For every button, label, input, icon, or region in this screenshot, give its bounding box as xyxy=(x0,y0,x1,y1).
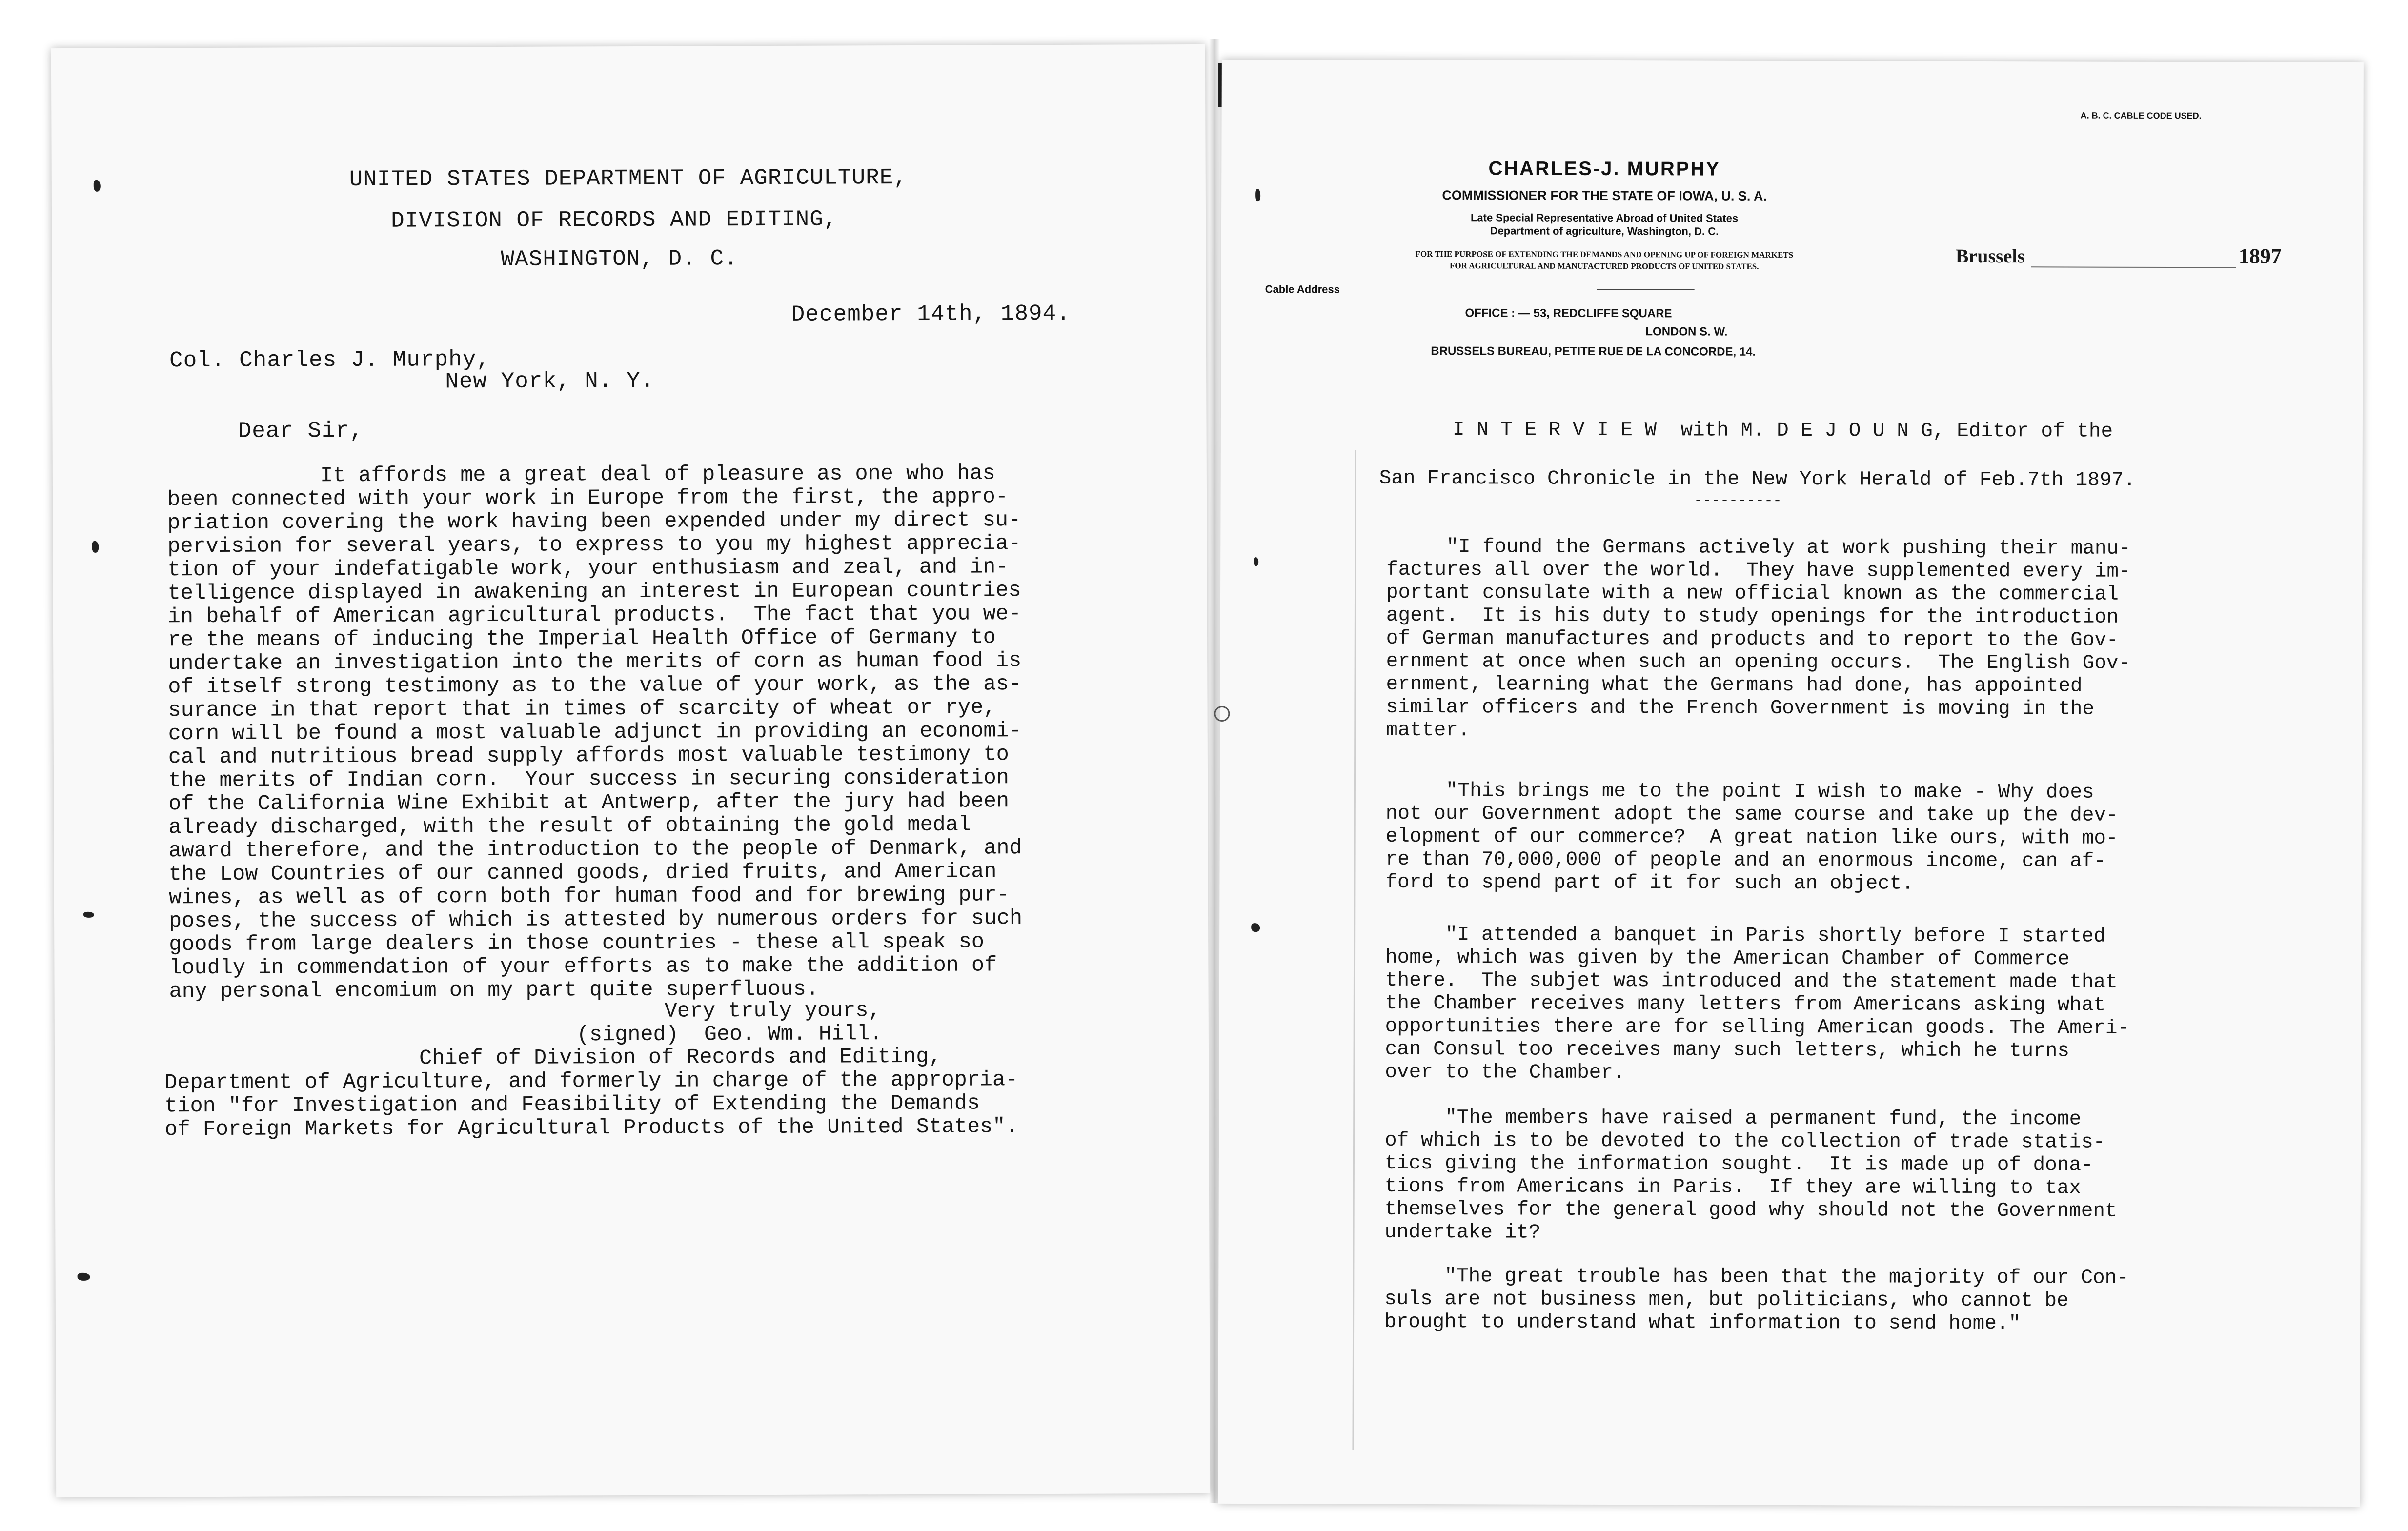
brussels-bureau-address: BRUSSELS BUREAU, PETITE RUE DE LA CONCORDE, 14. xyxy=(1431,344,1756,359)
punch-hole xyxy=(1214,706,1230,722)
left-letter-page xyxy=(51,44,1210,1497)
letter-signature: (signed) Geo. Wm. Hill. xyxy=(576,1022,883,1048)
interview-title-line1: I N T E R V I E W with M. D E J O U N G, Editor of the xyxy=(1452,419,2113,443)
cable-address-rule xyxy=(1597,289,1695,290)
dept-header-line2: DIVISION OF RECORDS AND EDITING, xyxy=(390,206,838,234)
letter-year: 1897 xyxy=(2238,244,2282,268)
interview-title-line2: San Francisco Chronicle in the New York Herald of Feb.7th 1897. xyxy=(1379,467,2136,492)
cable-code-note: A. B. C. CABLE CODE USED. xyxy=(2080,110,2202,121)
recipient-city: New York, N. Y. xyxy=(445,368,655,395)
letter-body: It affords me a great deal of pleasure as one who has been connected with your work in Europe from the first, the appro- priation covering the work having been expended under my direct su- pervision for several years, to express to you my highest apprecia- tion of your indefatigable work, your enthusiasm and zeal, and in- telligence displayed in awakening an interest in European countries in behalf of American agricultural products. The fact that you we- re the means of inducing the Imperial Health Office of Germany to undertake an investigation into the merits of corn as human food is of itself strong testimony as to the value of your work, as the as- surance in that report that in times of scarcity of wheat or rye, corn will be found a most valuable adjunct in providing an economi- cal and nutritious bread supply affords most valuable testimony to the merits of Indian corn. Your success in securing consideration of the California Wine Exhibit at Antwerp, after the jury had been already discharged, with the result of obtaining the gold medal award therefore, and the introduction to the people of Denmark, and the Low Countries of our canned goods, dried fruits, and American wines, as well as of corn both for human food and for brewing pur- poses, the success of which is attested by numerous orders for such goods from large dealers in those countries - these all speak so loudly in commendation of your efforts as to make the addition of any personal encomium on my part quite superfluous. xyxy=(167,462,1023,1004)
cable-address-label: Cable Address xyxy=(1265,283,1340,296)
interview-paragraph-3: "I attended a banquet in Paris shortly before I started home, which was given by the American Chamber of Commerce there. The subjet was introduced and the statement made that the Chamber receives many letters from Americans asking what opportunities there are for selling American goods. The Ameri- can Consul too receives many such letters, which he turns over to the Chamber. xyxy=(1385,923,2130,1085)
letter-closing: Very truly yours, xyxy=(664,999,881,1024)
margin-mark xyxy=(92,541,99,553)
margin-mark xyxy=(83,912,94,918)
margin-mark xyxy=(94,180,101,192)
office-address-line2: LONDON S. W. xyxy=(1645,325,1728,339)
letter-place: Brussels xyxy=(1955,244,2025,267)
margin-mark xyxy=(1255,189,1260,201)
office-address-line1: OFFICE : — 53, REDCLIFFE SQUARE xyxy=(1465,306,1672,321)
page-ruled-margin xyxy=(1352,450,1356,1450)
date-line xyxy=(2031,266,2236,268)
interview-paragraph-1: "I found the Germans actively at work pushing their manu- factures all over the world. They have supplemented every im- portant consulate with a new official known as the commercial agent. It is his duty to study openings for the introduction of German manufactures and products and to report to the Gov- ernment at once when such an opening occurs. The English Gov- ernment, learning what the Germans had done, has appointed similar officers and the French Government is moving in the matter. xyxy=(1386,535,2131,742)
letterhead-name: CHARLES-J. MURPHY xyxy=(1488,158,1721,180)
right-letter-page xyxy=(1218,60,2364,1507)
interview-paragraph-5: "The great trouble has been that the majority of our Con- suls are not business men, but politicians, who cannot be brought to understand what information to send home." xyxy=(1384,1265,2129,1335)
interview-paragraph-2: "This brings me to the point I wish to make - Why does not our Government adopt the same course and take up the dev- elopment of our commerce? A great nation like ours, with mo- re than 70,000,000 of people and an enormous income, can af- ford to spend part of it for such an object. xyxy=(1385,779,2118,895)
recipient-name: Col. Charles J. Murphy, xyxy=(169,346,491,374)
letter-date: December 14th, 1894. xyxy=(791,301,1071,327)
signatory-title-block: Chief of Division of Records and Editing, Department of Agriculture, and formerly in charge of the appropria- tion "for Investigation and Feasibility of Extending the Demands of Foreign Markets for Agricultural Products of the United States". xyxy=(164,1045,1018,1142)
title-rule: ---------- xyxy=(1694,492,1782,509)
letterhead-late-line2: Department of agriculture, Washington, D. C. xyxy=(1490,224,1719,238)
letterhead-commissioner: COMMISSIONER FOR THE STATE OF IOWA, U. S. A. xyxy=(1442,188,1767,203)
dept-header-line3: WASHINGTON, D. C. xyxy=(501,246,738,272)
salutation: Dear Sir, xyxy=(238,418,364,444)
letterhead-purpose-line1: FOR THE PURPOSE OF EXTENDING THE DEMANDS AND OPENING UP OF FOREIGN MARKETS xyxy=(1415,249,1794,260)
margin-mark xyxy=(78,1273,90,1281)
interview-paragraph-4: "The members have raised a permanent fund, the income of which is to be devoted to the collection of trade statis- tics giving the information sought. It is made up of dona- tions from Americans in Paris. If they are willing to tax themselves for the general good why should not the Government undertake it? xyxy=(1384,1106,2117,1244)
letterhead-purpose-line2: FOR AGRICULTURAL AND MANUFACTURED PRODUCTS OF UNITED STATES. xyxy=(1449,261,1759,271)
margin-mark xyxy=(1254,557,1258,566)
dept-header-line1: UNITED STATES DEPARTMENT OF AGRICULTURE, xyxy=(349,165,908,193)
letterhead-late-line1: Late Special Representative Abroad of United States xyxy=(1470,211,1739,224)
margin-mark xyxy=(1251,923,1260,932)
